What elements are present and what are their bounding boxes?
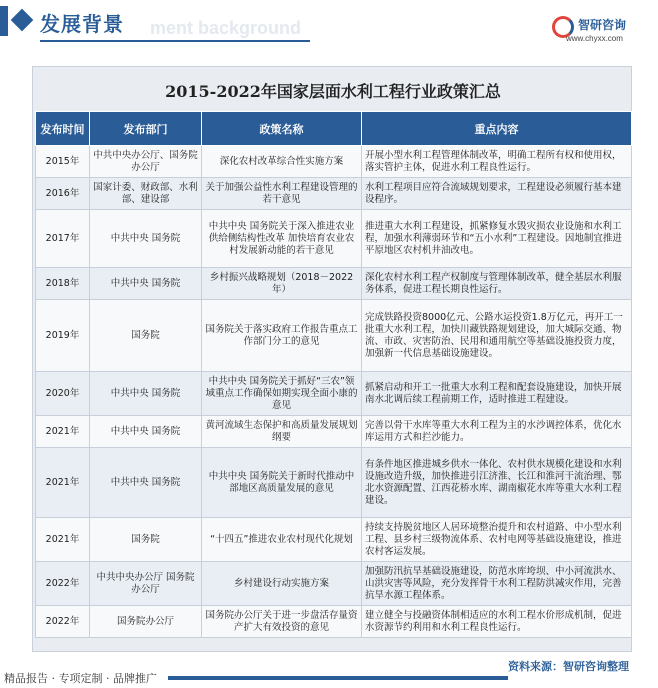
cell-dept: 中共中央办公厅 国务院办公厅 xyxy=(90,562,202,606)
cell-policy-name: 国务院关于落实政府工作报告重点工作部门分工的意见 xyxy=(202,300,362,372)
column-header-dept: 发布部门 xyxy=(90,112,202,146)
cell-key-content: 建立健全与投融资体制相适应的水利工程水价形成机制，促进水资源节约利用和水利工程良性运行。 xyxy=(362,606,632,638)
cell-dept: 国务院办公厅 xyxy=(90,606,202,638)
cell-key-content: 开展小型水利工程管理体制改革，明确工程所有权和使用权，落实管护主体，促进水利工程良性运行。 xyxy=(362,146,632,178)
header-underline xyxy=(40,40,310,42)
table-row xyxy=(36,372,632,416)
cell-dept: 中共中央 国务院 xyxy=(90,416,202,448)
logo-url[interactable]: www.chyxx.com xyxy=(566,34,623,43)
table-row xyxy=(36,146,632,178)
cell-year: 2021年 xyxy=(36,448,90,518)
table-row xyxy=(36,300,632,372)
cell-dept: 国务院 xyxy=(90,518,202,562)
table-row xyxy=(36,448,632,518)
cell-policy-name: 乡村建设行动实施方案 xyxy=(202,562,362,606)
cell-policy-name: “十四五”推进农业农村现代化规划 xyxy=(202,518,362,562)
cell-dept: 中共中央 国务院 xyxy=(90,372,202,416)
header-diamond-icon xyxy=(11,9,34,32)
cell-year: 2021年 xyxy=(36,416,90,448)
cell-key-content: 水利工程项目应符合流域规划要求，工程建设必须履行基本建设程序。 xyxy=(362,178,632,210)
cell-policy-name: 中共中央 国务院关于新时代推动中部地区高质量发展的意见 xyxy=(202,448,362,518)
brand-logo[interactable] xyxy=(552,14,652,50)
cell-key-content: 完成铁路投资8000亿元、公路水运投资1.8万亿元，再开工一批重大水利工程，加快川藏铁路规划建设，加大城际交通、物流、市政、灾害防治、民用和通用航空等基础设施投资力度，加强新一代信息基础设施建设。 xyxy=(362,300,632,372)
logo-name: 智研咨询 xyxy=(578,18,627,32)
cell-year: 2016年 xyxy=(36,178,90,210)
table-row xyxy=(36,606,632,638)
cell-dept: 中共中央 国务院 xyxy=(90,268,202,300)
cell-key-content: 完善以骨干水库等重大水利工程为主的水沙调控体系，优化水库运用方式和拦沙能力。 xyxy=(362,416,632,448)
column-header-year: 发布时间 xyxy=(36,112,90,146)
cell-key-content: 深化农村水利工程产权制度与管理体制改革，健全基层水利服务体系，促进工程长期良性运行。 xyxy=(362,268,632,300)
table-row xyxy=(36,562,632,606)
cell-key-content: 有条件地区推进城乡供水一体化、农村供水规模化建设和水利设施改造升级，加快推进引江济淮、长江和淮河干流治理、鄂北水资源配置、江西花桥水库、湖南椒花水库等重大水利工程建设。 xyxy=(362,448,632,518)
cell-dept: 中共中央 国务院 xyxy=(90,210,202,268)
cell-policy-name: 黄河流域生态保护和高质量发展规划纲要 xyxy=(202,416,362,448)
cell-key-content: 推进重大水利工程建设，抓紧修复水毁灾损农业设施和水利工程，加强水利薄弱环节和“五小水利”工程建设。因地制宜推进平原地区农村机井油改电。 xyxy=(362,210,632,268)
footer-bar xyxy=(168,676,508,680)
table-row xyxy=(36,210,632,268)
cell-dept: 中共中央 国务院 xyxy=(90,448,202,518)
cell-year: 2022年 xyxy=(36,606,90,638)
footer-services: 精品报告 · 专项定制 · 品牌推广 xyxy=(4,672,157,685)
cell-key-content: 抓紧启动和开工一批重大水利工程和配套设施建设，加快开展南水北调后续工程前期工作，适时推进工程建设。 xyxy=(362,372,632,416)
table-body xyxy=(36,146,632,638)
table-row xyxy=(36,416,632,448)
column-header-policy: 政策名称 xyxy=(202,112,362,146)
source-note: 资料来源：智研咨询整理 xyxy=(508,660,629,673)
cell-year: 2017年 xyxy=(36,210,90,268)
policy-table xyxy=(35,111,632,638)
table-row xyxy=(36,268,632,300)
cell-dept: 中共中央办公厅、国务院办公厅 xyxy=(90,146,202,178)
table-header-row xyxy=(36,112,632,146)
cell-year: 2022年 xyxy=(36,562,90,606)
cell-year: 2021年 xyxy=(36,518,90,562)
cell-year: 2015年 xyxy=(36,146,90,178)
cell-policy-name: 中共中央 国务院关于抓好“三农”领域重点工作确保如期实现全面小康的意见 xyxy=(202,372,362,416)
page-header xyxy=(0,0,658,56)
header-accent-bar xyxy=(0,6,8,36)
table-title: 2015-2022年国家层面水利工程行业政策汇总 xyxy=(165,82,501,101)
cell-key-content: 加强防汛抗旱基础设施建设，防范水库垮坝、中小河流洪水、山洪灾害等风险，充分发挥骨干水利工程防洪减灾作用，完善抗旱水源工程体系。 xyxy=(362,562,632,606)
table-row xyxy=(36,518,632,562)
cell-policy-name: 国务院办公厅关于进一步盘活存量资产扩大有效投资的意见 xyxy=(202,606,362,638)
cell-policy-name: 乡村振兴战略规划（2018－2022年） xyxy=(202,268,362,300)
cell-year: 2020年 xyxy=(36,372,90,416)
cell-year: 2018年 xyxy=(36,268,90,300)
cell-dept: 国家计委、财政部、水利部、建设部 xyxy=(90,178,202,210)
cell-policy-name: 关于加强公益性水利工程建设管理的若干意见 xyxy=(202,178,362,210)
page-footer xyxy=(0,656,658,688)
column-header-content: 重点内容 xyxy=(362,112,632,146)
policy-table-panel xyxy=(32,66,632,652)
cell-year: 2019年 xyxy=(36,300,90,372)
cell-policy-name: 深化农村改革综合性实施方案 xyxy=(202,146,362,178)
cell-policy-name: 中共中央 国务院关于深入推进农业供给侧结构性改革 加快培育农业农村发展新动能的若干意见 xyxy=(202,210,362,268)
page-title: 发展背景 xyxy=(40,12,124,36)
cell-key-content: 持续支持脱贫地区人居环境整治提升和农村道路、中小型水利工程、县乡村三级物流体系、农村电网等基础设施建设，推进农村客运发展。 xyxy=(362,518,632,562)
table-row xyxy=(36,178,632,210)
header-background-text: ment background xyxy=(150,18,302,38)
cell-dept: 国务院 xyxy=(90,300,202,372)
